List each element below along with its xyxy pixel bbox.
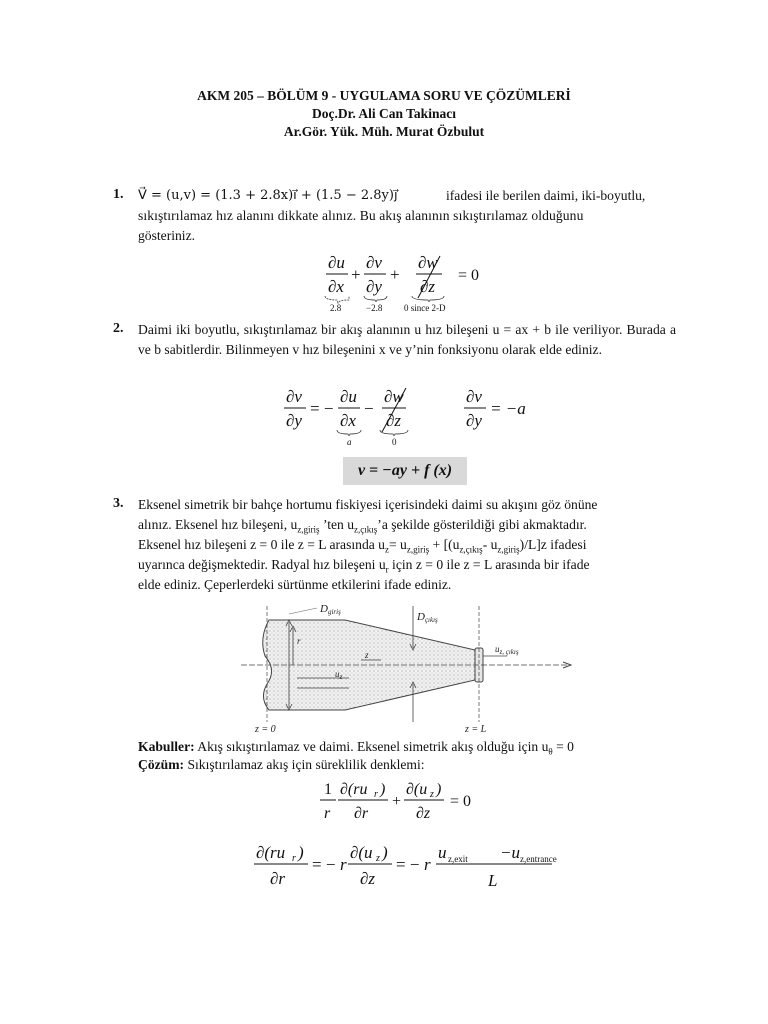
svg-text:z: z [430, 789, 434, 800]
q2-text: Daimi iki boyutlu, sıkıştırılamaz bir akış alanının u hız bileşeni u = ax + b ile veriliyor. Burada a ve b sabitlerdir. Bilinmeyen v hız bileşenini x ve y’nin fonksiyonu olarak elde ediniz. [138, 322, 676, 357]
svg-text:r: r [424, 855, 431, 874]
svg-text:= −: = − [310, 399, 334, 418]
svg-text:): ) [380, 781, 386, 798]
solution-intro: Çözüm: Sıkıştırılamaz akış için süreklilik denklemi: [138, 757, 425, 772]
q1-text-line2: sıkıştırılamaz hız alanını dikkate alınız. Bu akış alanının sıkıştırılamaz olduğunu [138, 208, 584, 223]
q3-line1: Eksenel simetrik bir bahçe hortumu fiskiyesi içerisindeki daimi su akışını göz önüne [138, 497, 598, 512]
svg-text:∂z: ∂z [420, 277, 436, 296]
length-L: L [488, 871, 498, 890]
svg-text:∂v: ∂v [466, 387, 482, 406]
svg-text:r: r [374, 789, 378, 800]
q1-velocity-formula: V⃗ = (u,v) = (1.3 + 2.8x)i⃗ + (1.5 − 2.8y)j⃗ [138, 188, 398, 203]
q3-line5: elde ediniz. Çeperlerdeki sürtünme etkilerini ifade ediniz. [138, 577, 452, 592]
exit-sub: z,exit [448, 854, 468, 864]
svg-text:∂x: ∂x [340, 411, 356, 430]
svg-text:∂w: ∂w [384, 387, 404, 406]
svg-text:∂(ru: ∂(ru [340, 781, 368, 798]
continuity-equation-cylindrical [318, 776, 498, 828]
uz-label: $u_z$ [335, 669, 343, 681]
svg-text:r: r [340, 855, 347, 874]
cont-eq-rhs: = 0 [450, 793, 472, 810]
q2-result: v = −ay + f (x) [357, 462, 453, 479]
svg-text:∂r: ∂r [270, 869, 286, 888]
nozzle-figure [237, 598, 577, 736]
d-cikis-label: Dçıkış [417, 611, 438, 624]
q3-line4: uyarınca değişmektedir. Radyal hız bileşeni $u_r$ için z = 0 ile z = L arasında bir ifade [138, 557, 590, 575]
svg-text:= −: = − [312, 855, 336, 874]
svg-text:∂z: ∂z [386, 411, 402, 430]
svg-text:∂(u: ∂(u [406, 781, 428, 798]
question-2-number: 2. [113, 321, 124, 336]
svg-text:+: + [351, 265, 361, 284]
q2-result-box [343, 457, 467, 485]
q1-continuity-equation [318, 248, 498, 316]
q2-under-a: a [347, 437, 352, 447]
r-axis-label: r [297, 636, 301, 646]
q2-rhs: = −a [490, 399, 526, 418]
assumptions: Kabuller: Akış sıkıştırılamaz ve daimi. Eksenel simetrik akış olduğu için $u_\theta = 0$ [138, 739, 574, 757]
svg-text:r: r [292, 853, 296, 864]
q1-under-dwdz: 0 since 2-D [404, 303, 446, 313]
zL-label: z = L [465, 724, 487, 735]
svg-text:∂r: ∂r [354, 805, 369, 822]
svg-text:∂y: ∂y [366, 277, 382, 296]
author-secondary: Ar.Gör. Yük. Müh. Murat Özbulut [283, 124, 485, 139]
svg-text:= −: = − [396, 855, 420, 874]
radial-derivative-equation [252, 838, 562, 894]
q3-line2: alınız. Eksenel hız bileşeni, $u_{z,giriş}$ ’ten $u_{z,çıkış}’a$ şekilde gösterildiği gibi akmaktadır. [138, 517, 587, 535]
svg-text:∂v: ∂v [286, 387, 302, 406]
author-primary: Doç.Dr. Ali Can Takinacı [312, 106, 456, 121]
svg-text:∂w: ∂w [418, 253, 438, 272]
svg-text:∂y: ∂y [286, 411, 302, 430]
svg-text:∂z: ∂z [360, 869, 376, 888]
q1-under-dvdy: −2.8 [366, 303, 383, 313]
svg-text:): ) [382, 843, 388, 862]
svg-text:+: + [392, 793, 402, 810]
svg-text:−u: −u [500, 843, 520, 862]
q1-text-line3: gösteriniz. [138, 228, 196, 243]
z-axis-label: z [365, 650, 369, 660]
svg-text:): ) [298, 843, 304, 862]
q1-eq-rhs: = 0 [458, 267, 480, 284]
question-3-number: 3. [113, 496, 124, 511]
q2-derivative-equation [284, 384, 544, 448]
svg-text:−: − [364, 399, 374, 418]
q2-under-0: 0 [392, 437, 397, 447]
svg-text:∂z: ∂z [416, 805, 431, 822]
document-title: AKM 205 – BÖLÜM 9 - UYGULAMA SORU VE ÇÖZÜMLERİ [197, 88, 571, 103]
svg-text:∂u: ∂u [328, 253, 345, 272]
d-giris-label: Dgiriş [320, 603, 341, 616]
svg-text:∂u: ∂u [340, 387, 357, 406]
q1-text-tail: ifadesi ile berilen daimi, iki-boyutlu, [446, 188, 646, 203]
q1-under-dudx: 2.8 [330, 303, 342, 313]
entrance-sub: z,entrance [520, 854, 557, 864]
svg-text:+: + [390, 265, 400, 284]
q3-line3: Eksenel hız bileşeni z = 0 ile z = L arasında $u_z= u_{z,giriş} + [(u_{z,çıkış}-$ $u_{z,giriş})/L]z$ ifadesi [138, 537, 587, 555]
svg-text:): ) [436, 781, 442, 798]
svg-text:∂x: ∂x [328, 277, 344, 296]
question-1-number: 1. [113, 187, 124, 202]
z0-label: z = 0 [255, 724, 276, 735]
svg-text:r: r [324, 805, 331, 822]
svg-text:∂(u: ∂(u [350, 843, 373, 862]
svg-text:z: z [376, 853, 380, 864]
svg-text:∂v: ∂v [366, 253, 382, 272]
svg-text:u: u [438, 843, 447, 862]
svg-text:∂y: ∂y [466, 411, 482, 430]
svg-text:1: 1 [324, 781, 332, 798]
uz-exit-label: $u_{z, çıkış}$ [495, 644, 519, 656]
svg-text:∂(ru: ∂(ru [256, 843, 286, 862]
